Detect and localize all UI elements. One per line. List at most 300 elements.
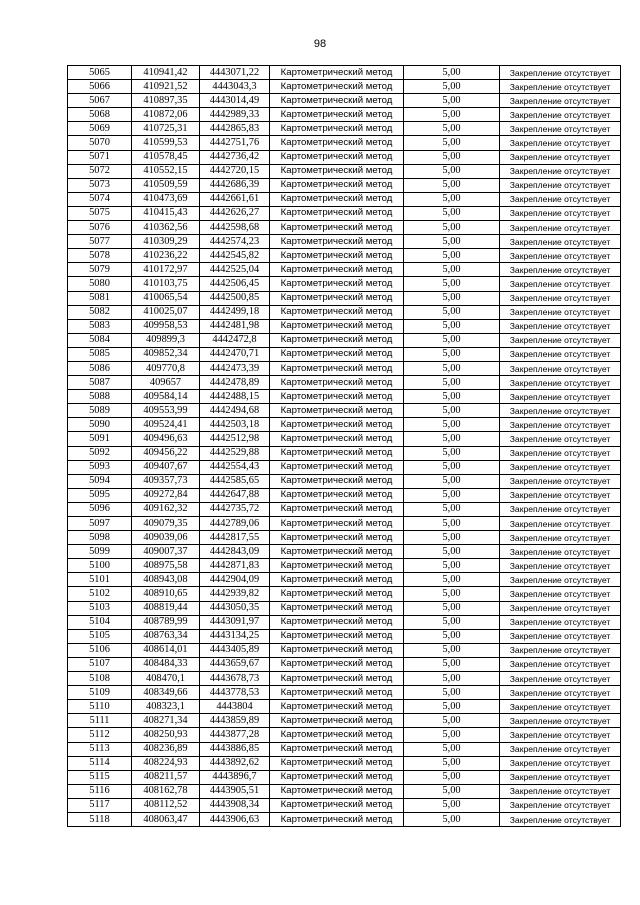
x-coordinate-cell: 408470,1 <box>132 672 200 686</box>
accuracy-cell: 5,00 <box>404 333 500 347</box>
table-row <box>68 390 621 404</box>
fixation-note-cell: Закрепление отсутствует <box>500 136 621 150</box>
accuracy-cell: 5,00 <box>404 714 500 728</box>
point-number-cell: 5101 <box>68 573 132 587</box>
method-cell: Картометрический метод <box>270 517 404 531</box>
y-coordinate-cell: 4442512,98 <box>200 432 270 446</box>
x-coordinate-cell: 409007,37 <box>132 545 200 559</box>
y-coordinate-cell: 4443659,67 <box>200 657 270 671</box>
table-row <box>68 418 621 432</box>
method-cell: Картометрический метод <box>270 798 404 812</box>
fixation-note-cell: Закрепление отсутствует <box>500 178 621 192</box>
y-coordinate-cell: 4442525,04 <box>200 263 270 277</box>
method-cell: Картометрический метод <box>270 700 404 714</box>
table-row <box>68 221 621 235</box>
y-coordinate-cell: 4442720,15 <box>200 164 270 178</box>
point-number-cell: 5078 <box>68 249 132 263</box>
x-coordinate-cell: 408763,34 <box>132 629 200 643</box>
point-number-cell: 5104 <box>68 615 132 629</box>
fixation-note-cell: Закрепление отсутствует <box>500 601 621 615</box>
table-row <box>68 347 621 361</box>
table-row <box>68 629 621 643</box>
fixation-note-cell: Закрепление отсутствует <box>500 333 621 347</box>
method-cell: Картометрический метод <box>270 770 404 784</box>
point-number-cell: 5087 <box>68 376 132 390</box>
table-row <box>68 615 621 629</box>
method-cell: Картометрический метод <box>270 347 404 361</box>
point-number-cell: 5095 <box>68 488 132 502</box>
accuracy-cell: 5,00 <box>404 446 500 460</box>
table-row <box>68 277 621 291</box>
y-coordinate-cell: 4442472,8 <box>200 333 270 347</box>
x-coordinate-cell: 409272,84 <box>132 488 200 502</box>
table-row <box>68 700 621 714</box>
table-row <box>68 446 621 460</box>
fixation-note-cell: Закрепление отсутствует <box>500 657 621 671</box>
accuracy-cell: 5,00 <box>404 742 500 756</box>
method-cell: Картометрический метод <box>270 587 404 601</box>
point-number-cell: 5085 <box>68 347 132 361</box>
point-number-cell: 5111 <box>68 714 132 728</box>
x-coordinate-cell: 410309,29 <box>132 235 200 249</box>
x-coordinate-cell: 408819,44 <box>132 601 200 615</box>
method-cell: Картометрический метод <box>270 812 404 826</box>
point-number-cell: 5113 <box>68 742 132 756</box>
fixation-note-cell: Закрепление отсутствует <box>500 714 621 728</box>
x-coordinate-cell: 409039,06 <box>132 531 200 545</box>
method-cell: Картометрический метод <box>270 629 404 643</box>
point-number-cell: 5082 <box>68 305 132 319</box>
point-number-cell: 5065 <box>68 66 132 80</box>
fixation-note-cell: Закрепление отсутствует <box>500 319 621 333</box>
y-coordinate-cell: 4442503,18 <box>200 418 270 432</box>
x-coordinate-cell: 409553,99 <box>132 404 200 418</box>
accuracy-cell: 5,00 <box>404 798 500 812</box>
point-number-cell: 5086 <box>68 361 132 375</box>
point-number-cell: 5108 <box>68 672 132 686</box>
method-cell: Картометрический метод <box>270 531 404 545</box>
x-coordinate-cell: 410509,59 <box>132 178 200 192</box>
table-row <box>68 545 621 559</box>
point-number-cell: 5094 <box>68 474 132 488</box>
y-coordinate-cell: 4442529,88 <box>200 446 270 460</box>
table-row <box>68 80 621 94</box>
fixation-note-cell: Закрепление отсутствует <box>500 643 621 657</box>
fixation-note-cell: Закрепление отсутствует <box>500 446 621 460</box>
table-row <box>68 812 621 826</box>
table-row <box>68 361 621 375</box>
point-number-cell: 5091 <box>68 432 132 446</box>
fixation-note-cell: Закрепление отсутствует <box>500 672 621 686</box>
y-coordinate-cell: 4442939,82 <box>200 587 270 601</box>
accuracy-cell: 5,00 <box>404 573 500 587</box>
method-cell: Картометрический метод <box>270 80 404 94</box>
y-coordinate-cell: 4443896,7 <box>200 770 270 784</box>
method-cell: Картометрический метод <box>270 94 404 108</box>
point-number-cell: 5093 <box>68 460 132 474</box>
method-cell: Картометрический метод <box>270 756 404 770</box>
x-coordinate-cell: 408943,08 <box>132 573 200 587</box>
point-number-cell: 5107 <box>68 657 132 671</box>
point-number-cell: 5076 <box>68 221 132 235</box>
fixation-note-cell: Закрепление отсутствует <box>500 66 621 80</box>
y-coordinate-cell: 4442751,76 <box>200 136 270 150</box>
accuracy-cell: 5,00 <box>404 531 500 545</box>
method-cell: Картометрический метод <box>270 657 404 671</box>
x-coordinate-cell: 410599,53 <box>132 136 200 150</box>
accuracy-cell: 5,00 <box>404 643 500 657</box>
point-number-cell: 5081 <box>68 291 132 305</box>
fixation-note-cell: Закрепление отсутствует <box>500 798 621 812</box>
y-coordinate-cell: 4442865,83 <box>200 122 270 136</box>
accuracy-cell: 5,00 <box>404 657 500 671</box>
y-coordinate-cell: 4443905,51 <box>200 784 270 798</box>
method-cell: Картометрический метод <box>270 150 404 164</box>
table-row <box>68 150 621 164</box>
x-coordinate-cell: 410552,15 <box>132 164 200 178</box>
method-cell: Картометрический метод <box>270 446 404 460</box>
accuracy-cell: 5,00 <box>404 432 500 446</box>
table-row <box>68 66 621 80</box>
fixation-note-cell: Закрепление отсутствует <box>500 376 621 390</box>
fixation-note-cell: Закрепление отсутствует <box>500 615 621 629</box>
x-coordinate-cell: 408349,66 <box>132 686 200 700</box>
y-coordinate-cell: 4442554,43 <box>200 460 270 474</box>
point-number-cell: 5112 <box>68 728 132 742</box>
accuracy-cell: 5,00 <box>404 164 500 178</box>
y-coordinate-cell: 4443778,53 <box>200 686 270 700</box>
x-coordinate-cell: 409496,63 <box>132 432 200 446</box>
method-cell: Картометрический метод <box>270 66 404 80</box>
table-row <box>68 206 621 220</box>
x-coordinate-cell: 410415,43 <box>132 206 200 220</box>
x-coordinate-cell: 408236,89 <box>132 742 200 756</box>
method-cell: Картометрический метод <box>270 178 404 192</box>
table-row <box>68 517 621 531</box>
x-coordinate-cell: 408910,65 <box>132 587 200 601</box>
fixation-note-cell: Закрепление отсутствует <box>500 770 621 784</box>
fixation-note-cell: Закрепление отсутствует <box>500 235 621 249</box>
table-row <box>68 460 621 474</box>
point-number-cell: 5103 <box>68 601 132 615</box>
fixation-note-cell: Закрепление отсутствует <box>500 164 621 178</box>
fixation-note-cell: Закрепление отсутствует <box>500 108 621 122</box>
point-number-cell: 5100 <box>68 559 132 573</box>
point-number-cell: 5066 <box>68 80 132 94</box>
method-cell: Картометрический метод <box>270 643 404 657</box>
x-coordinate-cell: 409162,32 <box>132 502 200 516</box>
point-number-cell: 5072 <box>68 164 132 178</box>
accuracy-cell: 5,00 <box>404 277 500 291</box>
table-row <box>68 291 621 305</box>
y-coordinate-cell: 4442574,23 <box>200 235 270 249</box>
method-cell: Картометрический метод <box>270 573 404 587</box>
table-row <box>68 798 621 812</box>
fixation-note-cell: Закрепление отсутствует <box>500 812 621 826</box>
x-coordinate-cell: 410921,52 <box>132 80 200 94</box>
accuracy-cell: 5,00 <box>404 376 500 390</box>
fixation-note-cell: Закрепление отсутствует <box>500 573 621 587</box>
method-cell: Картометрический метод <box>270 333 404 347</box>
fixation-note-cell: Закрепление отсутствует <box>500 80 621 94</box>
x-coordinate-cell: 408271,34 <box>132 714 200 728</box>
x-coordinate-cell: 410362,56 <box>132 221 200 235</box>
fixation-note-cell: Закрепление отсутствует <box>500 122 621 136</box>
y-coordinate-cell: 4442478,89 <box>200 376 270 390</box>
point-number-cell: 5098 <box>68 531 132 545</box>
fixation-note-cell: Закрепление отсутствует <box>500 249 621 263</box>
x-coordinate-cell: 408789,99 <box>132 615 200 629</box>
y-coordinate-cell: 4442481,98 <box>200 319 270 333</box>
table-row <box>68 784 621 798</box>
x-coordinate-cell: 410941,42 <box>132 66 200 80</box>
point-number-cell: 5070 <box>68 136 132 150</box>
x-coordinate-cell: 410172,97 <box>132 263 200 277</box>
table-row <box>68 305 621 319</box>
table-row <box>68 742 621 756</box>
method-cell: Картометрический метод <box>270 418 404 432</box>
method-cell: Картометрический метод <box>270 488 404 502</box>
table-row <box>68 488 621 502</box>
y-coordinate-cell: 4442647,88 <box>200 488 270 502</box>
point-number-cell: 5068 <box>68 108 132 122</box>
point-number-cell: 5105 <box>68 629 132 643</box>
accuracy-cell: 5,00 <box>404 305 500 319</box>
accuracy-cell: 5,00 <box>404 80 500 94</box>
accuracy-cell: 5,00 <box>404 615 500 629</box>
x-coordinate-cell: 410103,75 <box>132 277 200 291</box>
x-coordinate-cell: 408323,1 <box>132 700 200 714</box>
fixation-note-cell: Закрепление отсутствует <box>500 305 621 319</box>
point-number-cell: 5090 <box>68 418 132 432</box>
table-row <box>68 643 621 657</box>
coordinates-table <box>67 65 621 827</box>
fixation-note-cell: Закрепление отсутствует <box>500 756 621 770</box>
y-coordinate-cell: 4443071,22 <box>200 66 270 80</box>
accuracy-cell: 5,00 <box>404 460 500 474</box>
y-coordinate-cell: 4443091,97 <box>200 615 270 629</box>
method-cell: Картометрический метод <box>270 728 404 742</box>
x-coordinate-cell: 409357,73 <box>132 474 200 488</box>
accuracy-cell: 5,00 <box>404 784 500 798</box>
y-coordinate-cell: 4443134,25 <box>200 629 270 643</box>
method-cell: Картометрический метод <box>270 714 404 728</box>
table-row <box>68 432 621 446</box>
fixation-note-cell: Закрепление отсутствует <box>500 728 621 742</box>
method-cell: Картометрический метод <box>270 235 404 249</box>
accuracy-cell: 5,00 <box>404 249 500 263</box>
fixation-note-cell: Закрепление отсутствует <box>500 192 621 206</box>
method-cell: Картометрический метод <box>270 305 404 319</box>
fixation-note-cell: Закрепление отсутствует <box>500 502 621 516</box>
y-coordinate-cell: 4443804 <box>200 700 270 714</box>
point-number-cell: 5089 <box>68 404 132 418</box>
fixation-note-cell: Закрепление отсутствует <box>500 686 621 700</box>
table-row <box>68 122 621 136</box>
method-cell: Картометрический метод <box>270 742 404 756</box>
x-coordinate-cell: 410065,54 <box>132 291 200 305</box>
method-cell: Картометрический метод <box>270 404 404 418</box>
method-cell: Картометрический метод <box>270 319 404 333</box>
method-cell: Картометрический метод <box>270 601 404 615</box>
accuracy-cell: 5,00 <box>404 686 500 700</box>
accuracy-cell: 5,00 <box>404 347 500 361</box>
fixation-note-cell: Закрепление отсутствует <box>500 742 621 756</box>
table-row <box>68 94 621 108</box>
table-row <box>68 686 621 700</box>
accuracy-cell: 5,00 <box>404 192 500 206</box>
point-number-cell: 5074 <box>68 192 132 206</box>
x-coordinate-cell: 408063,47 <box>132 812 200 826</box>
accuracy-cell: 5,00 <box>404 319 500 333</box>
point-number-cell: 5071 <box>68 150 132 164</box>
table-row <box>68 192 621 206</box>
y-coordinate-cell: 4443678,73 <box>200 672 270 686</box>
accuracy-cell: 5,00 <box>404 108 500 122</box>
point-number-cell: 5083 <box>68 319 132 333</box>
table-row <box>68 601 621 615</box>
x-coordinate-cell: 410578,45 <box>132 150 200 164</box>
fixation-note-cell: Закрепление отсутствует <box>500 361 621 375</box>
x-coordinate-cell: 409407,67 <box>132 460 200 474</box>
point-number-cell: 5080 <box>68 277 132 291</box>
point-number-cell: 5102 <box>68 587 132 601</box>
point-number-cell: 5088 <box>68 390 132 404</box>
y-coordinate-cell: 4442789,06 <box>200 517 270 531</box>
point-number-cell: 5099 <box>68 545 132 559</box>
x-coordinate-cell: 408162,78 <box>132 784 200 798</box>
y-coordinate-cell: 4442686,39 <box>200 178 270 192</box>
y-coordinate-cell: 4443405,89 <box>200 643 270 657</box>
point-number-cell: 5106 <box>68 643 132 657</box>
table-row <box>68 249 621 263</box>
table-row <box>68 672 621 686</box>
accuracy-cell: 5,00 <box>404 474 500 488</box>
point-number-cell: 5079 <box>68 263 132 277</box>
table-row <box>68 263 621 277</box>
fixation-note-cell: Закрепление отсутствует <box>500 488 621 502</box>
accuracy-cell: 5,00 <box>404 94 500 108</box>
accuracy-cell: 5,00 <box>404 404 500 418</box>
point-number-cell: 5114 <box>68 756 132 770</box>
accuracy-cell: 5,00 <box>404 150 500 164</box>
method-cell: Картометрический метод <box>270 122 404 136</box>
method-cell: Картометрический метод <box>270 263 404 277</box>
point-number-cell: 5116 <box>68 784 132 798</box>
method-cell: Картометрический метод <box>270 136 404 150</box>
fixation-note-cell: Закрепление отсутствует <box>500 94 621 108</box>
y-coordinate-cell: 4442470,71 <box>200 347 270 361</box>
table-row <box>68 559 621 573</box>
method-cell: Картометрический метод <box>270 502 404 516</box>
table-row <box>68 404 621 418</box>
accuracy-cell: 5,00 <box>404 812 500 826</box>
method-cell: Картометрический метод <box>270 545 404 559</box>
x-coordinate-cell: 409770,8 <box>132 361 200 375</box>
y-coordinate-cell: 4443892,62 <box>200 756 270 770</box>
accuracy-cell: 5,00 <box>404 545 500 559</box>
accuracy-cell: 5,00 <box>404 517 500 531</box>
y-coordinate-cell: 4443877,28 <box>200 728 270 742</box>
x-coordinate-cell: 410025,07 <box>132 305 200 319</box>
y-coordinate-cell: 4442871,83 <box>200 559 270 573</box>
table-body <box>68 66 621 827</box>
fixation-note-cell: Закрепление отсутствует <box>500 390 621 404</box>
fixation-note-cell: Закрепление отсутствует <box>500 263 621 277</box>
table-row <box>68 531 621 545</box>
y-coordinate-cell: 4442736,42 <box>200 150 270 164</box>
table-row <box>68 573 621 587</box>
point-number-cell: 5109 <box>68 686 132 700</box>
x-coordinate-cell: 409657 <box>132 376 200 390</box>
method-cell: Картометрический метод <box>270 361 404 375</box>
method-cell: Картометрический метод <box>270 390 404 404</box>
x-coordinate-cell: 408484,33 <box>132 657 200 671</box>
point-number-cell: 5069 <box>68 122 132 136</box>
method-cell: Картометрический метод <box>270 192 404 206</box>
y-coordinate-cell: 4443886,85 <box>200 742 270 756</box>
point-number-cell: 5075 <box>68 206 132 220</box>
y-coordinate-cell: 4443859,89 <box>200 714 270 728</box>
accuracy-cell: 5,00 <box>404 728 500 742</box>
method-cell: Картометрический метод <box>270 108 404 122</box>
y-coordinate-cell: 4442817,55 <box>200 531 270 545</box>
table-row <box>68 474 621 488</box>
y-coordinate-cell: 4442598,68 <box>200 221 270 235</box>
accuracy-cell: 5,00 <box>404 629 500 643</box>
y-coordinate-cell: 4442488,15 <box>200 390 270 404</box>
y-coordinate-cell: 4442735,72 <box>200 502 270 516</box>
point-number-cell: 5097 <box>68 517 132 531</box>
accuracy-cell: 5,00 <box>404 587 500 601</box>
accuracy-cell: 5,00 <box>404 672 500 686</box>
y-coordinate-cell: 4442989,33 <box>200 108 270 122</box>
table-row <box>68 587 621 601</box>
accuracy-cell: 5,00 <box>404 488 500 502</box>
point-number-cell: 5077 <box>68 235 132 249</box>
fixation-note-cell: Закрепление отсутствует <box>500 291 621 305</box>
accuracy-cell: 5,00 <box>404 178 500 192</box>
fixation-note-cell: Закрепление отсутствует <box>500 629 621 643</box>
method-cell: Картометрический метод <box>270 460 404 474</box>
table-row <box>68 770 621 784</box>
accuracy-cell: 5,00 <box>404 756 500 770</box>
fixation-note-cell: Закрепление отсутствует <box>500 460 621 474</box>
table-row <box>68 108 621 122</box>
y-coordinate-cell: 4442585,65 <box>200 474 270 488</box>
table-row <box>68 657 621 671</box>
page-number: 98 <box>313 38 327 50</box>
method-cell: Картометрический метод <box>270 672 404 686</box>
point-number-cell: 5118 <box>68 812 132 826</box>
x-coordinate-cell: 410236,22 <box>132 249 200 263</box>
fixation-note-cell: Закрепление отсутствует <box>500 784 621 798</box>
method-cell: Картометрический метод <box>270 249 404 263</box>
x-coordinate-cell: 409958,53 <box>132 319 200 333</box>
x-coordinate-cell: 409852,34 <box>132 347 200 361</box>
accuracy-cell: 5,00 <box>404 770 500 784</box>
accuracy-cell: 5,00 <box>404 122 500 136</box>
point-number-cell: 5115 <box>68 770 132 784</box>
accuracy-cell: 5,00 <box>404 235 500 249</box>
accuracy-cell: 5,00 <box>404 263 500 277</box>
x-coordinate-cell: 410897,35 <box>132 94 200 108</box>
accuracy-cell: 5,00 <box>404 66 500 80</box>
y-coordinate-cell: 4443906,63 <box>200 812 270 826</box>
table-row <box>68 376 621 390</box>
method-cell: Картометрический метод <box>270 559 404 573</box>
method-cell: Картометрический метод <box>270 277 404 291</box>
